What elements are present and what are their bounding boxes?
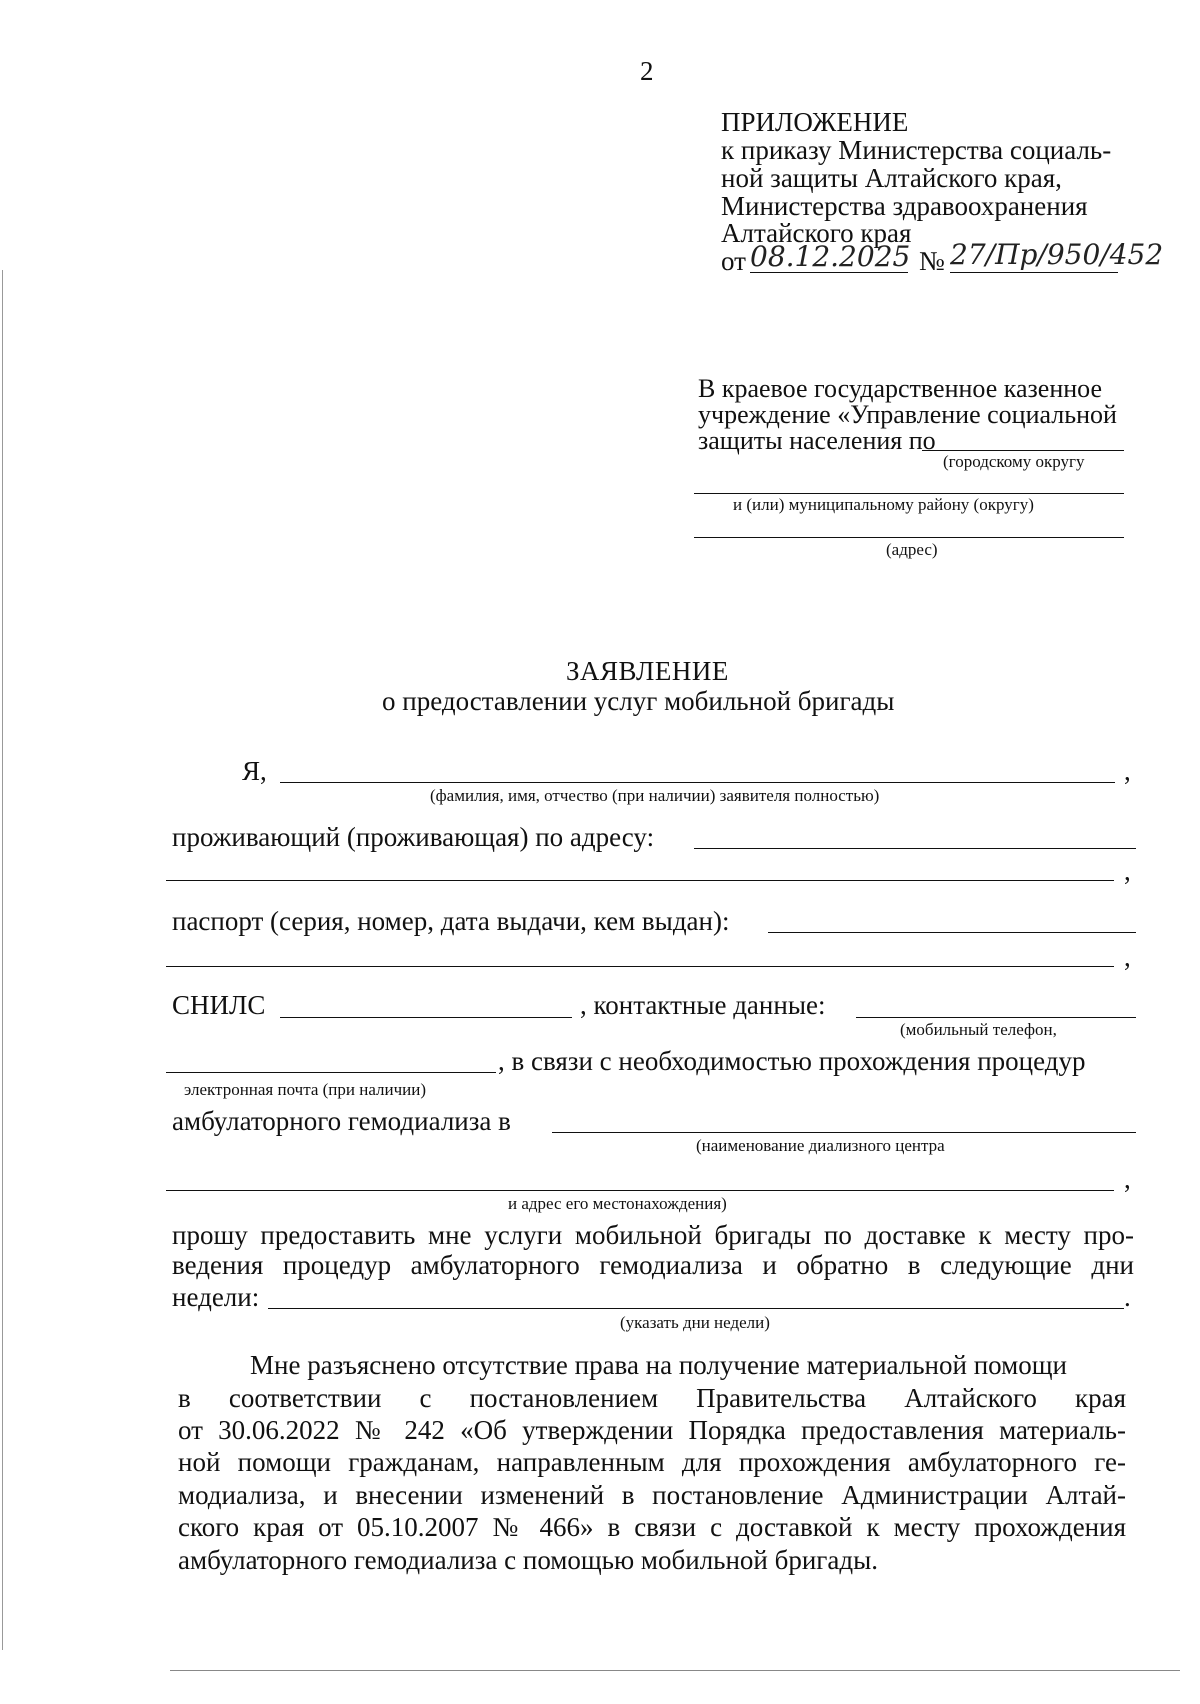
snils-label: СНИЛС (172, 990, 266, 1020)
appendix-line-4: Алтайского края (721, 218, 912, 248)
snils-field[interactable] (280, 1017, 572, 1018)
addressee-hint-address: (адрес) (886, 540, 938, 559)
applicant-name-comma: , (1124, 756, 1131, 786)
notice-line-1: Мне разъяснено отсутствие права на получение материальной помощи (250, 1350, 1067, 1380)
dialysis-center-address-hint: и адрес его местонахождения) (508, 1194, 727, 1213)
addressee-district-line (922, 450, 1124, 451)
dialysis-center-field-2[interactable] (166, 1190, 1114, 1191)
email-hint: электронная почта (при наличии) (184, 1080, 427, 1099)
appendix-date-line (750, 272, 908, 273)
applicant-i-label: Я, (242, 756, 267, 786)
passport-field-1[interactable] (768, 932, 1136, 933)
notice-line-7: амбулаторного гемодиализа с помощью мобильной бригады. (178, 1545, 878, 1575)
appendix-number-label: № (919, 246, 945, 276)
addressee-hint-municipal: и (или) муниципальному району (округу) (733, 495, 1034, 514)
passport-comma: , (1124, 942, 1131, 972)
scan-edge-mark (2, 270, 3, 1650)
applicant-name-hint: (фамилия, имя, отчество (при наличии) заявителя полностью) (430, 786, 880, 805)
notice-line-5: модиализа, и внесении изменений в постановление Администрации Алтай- (178, 1480, 1126, 1510)
request-line-2: ведения процедур амбулаторного гемодиализа и обратно в следующие дни (172, 1250, 1134, 1280)
appendix-from-label: от (721, 246, 746, 276)
dialysis-label: амбулаторного гемодиализа в (172, 1106, 511, 1136)
notice-line-2: в соответствии с постановлением Правительства Алтайского края (178, 1383, 1126, 1413)
days-period: . (1124, 1282, 1131, 1312)
addressee-hint-district: (городскому округу (943, 452, 1085, 471)
addressee-line-2: учреждение «Управление социальной (698, 400, 1117, 429)
request-line-1: прошу предоставить мне услуги мобильной бригады по доставке к месту про- (172, 1220, 1134, 1250)
addressee-address-line (694, 537, 1124, 538)
appendix-number-handwritten: 27/Пр/950/452 (950, 238, 1164, 271)
document-subtitle: о предоставлении услуг мобильной бригады (382, 686, 895, 716)
days-label: недели: (172, 1282, 260, 1312)
notice-line-3: от 30.06.2022 № 242 «Об утверждении Порядка предоставления материаль- (178, 1415, 1126, 1445)
dialysis-center-comma: , (1124, 1164, 1131, 1194)
contacts-label: , контактные данные: (580, 990, 826, 1020)
notice-line-6: ского края от 05.10.2007 № 466» в связи с доставкой к месту прохождения (178, 1512, 1126, 1542)
addressee-line-3: защиты населения по (698, 426, 936, 455)
applicant-name-field[interactable] (280, 782, 1115, 783)
passport-label: паспорт (серия, номер, дата выдачи, кем выдан): (172, 906, 730, 936)
appendix-line-2: ной защиты Алтайского края, (721, 163, 1062, 193)
addressee-line-1: В краевое государственное казенное (698, 374, 1103, 403)
phone-hint: (мобильный телефон, (900, 1020, 1057, 1039)
address-label: проживающий (проживающая) по адресу: (172, 822, 655, 852)
appendix-line-3: Министерства здравоохранения (721, 191, 1088, 221)
appendix-line-1: к приказу Министерства социаль- (721, 135, 1112, 165)
document-title: ЗАЯВЛЕНИЕ (566, 656, 729, 686)
appendix-number-line (950, 272, 1118, 273)
appendix-date-handwritten: 08.12.2025 (750, 240, 911, 273)
scan-bottom-rule (170, 1670, 1180, 1671)
email-field[interactable] (166, 1072, 496, 1073)
procedure-text: , в связи с необходимостью прохождения процедур (498, 1046, 1086, 1076)
address-comma: , (1124, 856, 1131, 886)
phone-field[interactable] (856, 1017, 1136, 1018)
page-number: 2 (640, 56, 654, 86)
dialysis-center-hint: (наименование диализного центра (696, 1136, 945, 1155)
dialysis-center-field-1[interactable] (552, 1132, 1136, 1133)
days-field[interactable] (268, 1308, 1124, 1309)
days-hint: (указать дни недели) (620, 1313, 770, 1332)
address-field-1[interactable] (694, 848, 1136, 849)
appendix-title: ПРИЛОЖЕНИЕ (721, 107, 909, 137)
notice-line-4: ной помощи гражданам, направленным для прохождения амбулаторного ге- (178, 1447, 1126, 1477)
address-field-2[interactable] (166, 880, 1114, 881)
passport-field-2[interactable] (166, 966, 1114, 967)
addressee-municipal-line (694, 493, 1124, 494)
